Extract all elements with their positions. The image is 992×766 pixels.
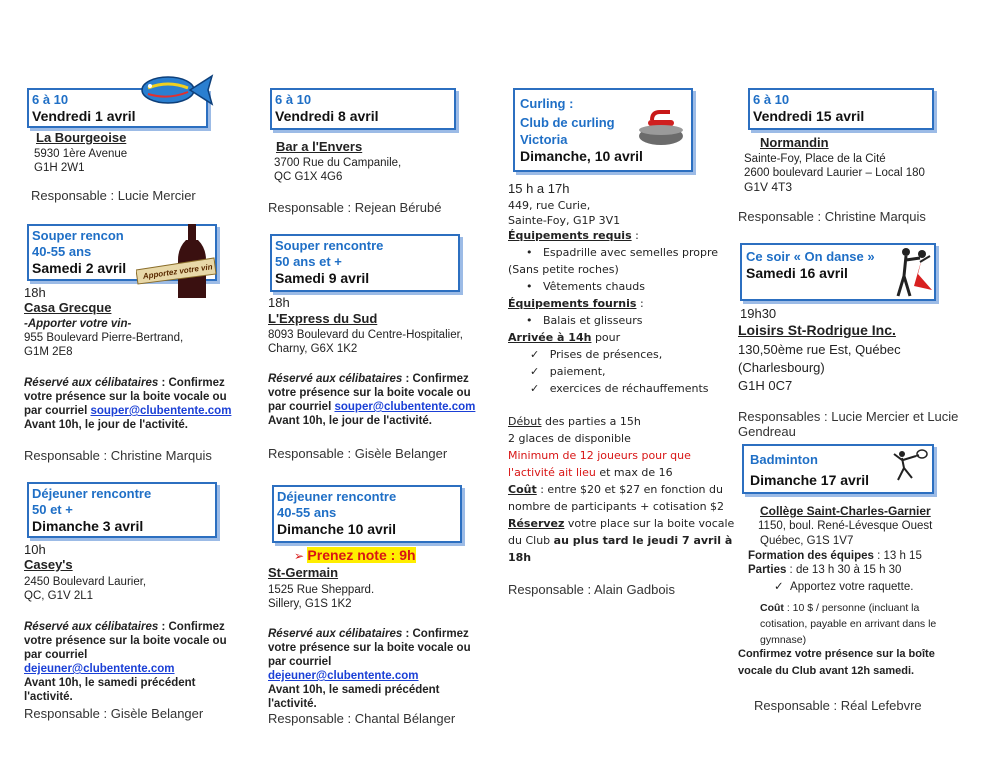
club-name-1: Club de curling [520,115,615,130]
ice-sheets: 2 glaces de disponible [508,432,631,445]
responsable: Responsable : Chantal Bélanger [268,711,456,726]
event-time: 6 à 10 [753,92,790,107]
event-age: 50 et + [32,502,73,517]
venue-address-2: QC, G1V 2L1 [24,590,94,602]
event-title: Souper rencontre [275,238,384,253]
responsable: Responsable : Lucie Mercier [31,188,196,203]
required-item-text: Vêtements chauds [542,280,645,293]
required-item-text: Espadrille avec semelles propre [542,246,719,259]
venue-name: L'Express du Sud [268,311,378,326]
arrival-label: Arrivée à 14h [508,331,592,344]
confirm-line-1: Confirmez votre présence sur la boîte [738,648,935,660]
reservation-text: l'activité. [24,691,73,703]
event-title: Souper rencon [32,228,124,243]
reserve-line [508,516,734,533]
venue-name: Normandin [760,135,829,150]
event-date: Vendredi 8 avril [275,108,379,124]
event-date: Samedi 16 avril [746,265,848,281]
cost-line [508,482,723,499]
reservation-note [24,376,231,432]
venue-address-1: 955 Boulevard Pierre-Bertrand, [24,332,184,344]
reservation-text: Avant 10h, le samedi précédent [24,677,196,689]
responsable: Responsable : Christine Marquis [738,209,926,224]
responsable: Responsable : Gisèle Belanger [24,706,204,721]
reservation-text: par courriel [24,405,88,417]
fish-icon [138,72,214,108]
reservation-text: Avant 10h, le samedi précédent [268,684,440,696]
reservation-text: Avant 10h, le jour de l'activité. [268,415,432,427]
event-date: Dimanche 10 avril [277,521,397,537]
cost-label: Coût [508,483,537,496]
venue-address-1: Sainte-Foy, Place de la Cité [744,153,886,165]
venue-address-2: G1H 2W1 [34,162,85,174]
responsable: Responsable : Réal Lefebvre [754,698,922,713]
equipment-provided-title: Équipements fournis [508,297,637,310]
badminton-cost [760,600,936,648]
arrival-text: pour [591,331,621,344]
cost-label: Coût [760,602,784,614]
event-date: Dimanche, 10 avril [520,148,643,164]
team-formation [748,549,922,563]
provided-item-1: • Balais et glisseurs [526,314,643,327]
reserve-label: Réservez [508,517,565,530]
provided-item-text: Balais et glisseurs [542,314,643,327]
event-box-dimanche-10-avril [272,485,462,543]
equipment-required-title: Équipements requis [508,229,632,242]
cost-text: : 10 $ / personne (incluant la [783,602,920,614]
responsable: Responsable : Gisèle Belanger [268,446,448,461]
event-time: 6 à 10 [32,92,69,107]
reserve-deadline: au plus tard le jeudi 7 avril à [553,534,733,547]
venue-name: La Bourgeoise [36,130,127,145]
club-name-2: Victoria [520,132,568,147]
email-link[interactable]: souper@clubentente.com [90,405,232,417]
event-box-samedi-9-avril [270,234,460,292]
minimum-players-2 [508,465,673,482]
venue-name: Casa Grecque [24,300,112,315]
venue-name: Collège Saint-Charles-Garnier [760,504,931,518]
event-hour: 19h30 [740,306,777,321]
venue-address-2: Charny, G6X 1K2 [268,343,358,355]
venue-name: Loisirs St-Rodrigue Inc. [738,322,896,338]
event-age: 50 ans et + [275,254,342,269]
venue-address-1: 2450 Boulevard Laurier, [24,576,147,588]
reservation-text: : Confirmez [158,621,225,633]
responsable: Responsable : Christine Marquis [24,448,212,463]
wine-note: -Apporter votre vin- [24,318,132,330]
event-time: 6 à 10 [275,92,312,107]
venue-address-1: 1525 Rue Sheppard. [268,584,375,596]
venue-name: St-Germain [268,565,339,580]
check-item-1 [530,347,662,364]
cost-line-2: nombre de participants + cotisation $2 [508,500,725,513]
event-title: Badminton [750,452,818,467]
reservation-note [268,627,471,711]
reservation-italic: Réservé aux célibataires [268,628,403,640]
reservation-italic: Réservé aux célibataires [24,621,159,633]
event-date: Dimanche 3 avril [32,518,144,534]
check-text: Prises de présences, [549,348,663,361]
start-label: Début [508,415,542,428]
required-note: (Sans petite roches) [508,263,619,276]
badminton-player-icon [892,448,932,482]
event-date: Dimanche 17 avril [750,472,870,488]
venue-address-1: 1150, boul. René-Lévesque Ouest [758,520,933,532]
responsable [738,409,958,439]
cost-text: : entre $20 et $27 en fonction du [536,483,723,496]
curling-stone-icon [636,110,686,146]
reservation-text: par courriel [268,401,335,413]
required-item-2: • Vêtements chauds [526,280,645,293]
games-text: : de 13 h 30 à 15 h 30 [786,564,902,576]
reservation-text: : Confirmez [158,377,225,389]
start-text: des parties a 15h [541,415,641,428]
event-box-dimanche-3-avril [27,482,217,538]
event-hour: 18h [24,285,46,300]
event-title: Curling : [520,96,574,111]
venue-address-1: 5930 1ère Avenue [34,148,128,160]
reservation-italic: Réservé aux célibataires [268,373,403,385]
cost-text: gymnase) [760,634,807,646]
reservation-text: votre présence sur la boite vocale ou [268,387,471,399]
venue-address-3: G1V 4T3 [744,180,793,194]
venue-address-1: 3700 Rue du Campanile, [274,157,402,169]
event-title: Déjeuner rencontre [277,489,397,504]
event-hours: 15 h a 17h [508,181,570,196]
reserve-line-3: 18h [508,551,532,564]
venue-address-3: G1H 0C7 [738,378,793,393]
event-hour: 10h [24,542,46,557]
confirm-note [738,646,935,680]
event-hour: 18h [268,295,290,310]
games-label: Parties [748,564,787,576]
team-formation-text: : 13 h 15 [873,550,922,562]
games-time [748,563,901,577]
minimum-text: l'activité ait lieu [508,466,596,479]
required-item-1: • Espadrille avec semelles propre [526,246,719,259]
checkmark-icon: ✓ [530,365,540,378]
email-link[interactable]: dejeuner@clubentente.com [268,670,419,682]
venue-name: Bar a l'Envers [276,139,363,154]
reservation-text: Avant 10h, le jour de l'activité. [24,419,188,431]
reservation-text: votre présence sur la boite vocale ou [24,635,227,647]
arrival-line [508,330,620,347]
reservation-text: par courriel [268,656,332,668]
venue-address-2: 2600 boulevard Laurier – Local 180 [744,167,925,179]
event-title: Ce soir « On danse » [746,249,875,264]
reserve-line-2 [508,533,732,550]
dancers-icon [892,246,936,298]
venue-address-2: QC G1X 4G6 [274,171,343,183]
reservation-text: votre présence sur la boite vocale ou [268,642,471,654]
confirm-line-2: vocale du Club avant 12h samedi. [738,665,915,677]
checkmark-icon: ✓ [774,581,784,593]
check-item [774,580,913,594]
reservation-text: par courriel [24,649,88,661]
reservation-italic: Réservé aux célibataires [24,377,159,389]
venue-address-2: G1M 2E8 [24,346,73,358]
email-link[interactable]: souper@clubentente.com [334,401,476,413]
checkmark-icon: ✓ [530,348,540,361]
equipment-required: Équipements requis : [508,229,639,242]
venue-address-1: 449, rue Curie, [508,199,591,212]
reserve-text: du Club [508,534,554,547]
reservation-text: : Confirmez [402,628,469,640]
venue-name: Casey's [24,557,73,572]
event-title: Déjeuner rencontre [32,486,152,501]
cost-text: cotisation, payable en arrivant dans le [760,618,937,630]
check-text: Apportez votre raquette. [790,581,914,593]
event-date: Vendredi 15 avril [753,108,865,124]
checkmark-icon: ✓ [530,382,540,395]
maximum-text: et max de 16 [595,466,673,479]
check-item-3 [530,381,709,398]
event-age: 40-55 ans [277,505,337,520]
start-line [508,414,641,431]
event-box-vendredi-8-avril [270,88,456,130]
responsable: Responsable : Alain Gadbois [508,582,675,597]
check-text: exercices de réchauffements [549,382,709,395]
equipment-provided: Équipements fournis : [508,297,644,310]
wine-label-text: Apportez votre vin [142,262,214,281]
reservation-text: : Confirmez [402,373,469,385]
arrow-bullet-icon: ➢ [294,549,305,563]
time-alert [294,548,416,563]
event-date: Vendredi 1 avril [32,108,136,124]
event-date: Samedi 9 avril [275,270,370,286]
responsable-line-2: Gendreau [738,424,796,439]
event-date: Samedi 2 avril [32,260,127,276]
responsable: Responsable : Rejean Bérubé [268,200,442,215]
reserve-text: votre place sur la boite vocale [564,517,735,530]
reservation-note [24,620,227,704]
email-link[interactable]: dejeuner@clubentente.com [24,663,175,675]
check-item-2 [530,364,606,381]
venue-address-2: Sillery, G1S 1K2 [268,598,352,610]
venue-address-1: 8093 Boulevard du Centre-Hospitalier, [268,329,463,341]
alert-text: Prenez note : 9h [307,547,416,563]
venue-address-1: 130,50ème rue Est, Québec [738,342,901,357]
check-text: paiement, [549,365,606,378]
event-age: 40-55 ans [32,244,92,259]
venue-address-2: Québec, G1S 1V7 [760,535,854,547]
event-box-vendredi-15-avril [748,88,934,130]
reservation-text: votre présence sur la boite vocale ou [24,391,227,403]
reservation-note [268,372,475,428]
venue-address-2: (Charlesbourg) [738,360,825,375]
venue-address-2: Sainte-Foy, G1P 3V1 [508,214,621,227]
team-formation-label: Formation des équipes [748,550,874,562]
minimum-players-1: Minimum de 12 joueurs pour que [508,449,691,462]
responsable-line-1: Responsables : Lucie Mercier et Lucie [738,409,959,424]
reservation-text: l'activité. [268,698,317,710]
